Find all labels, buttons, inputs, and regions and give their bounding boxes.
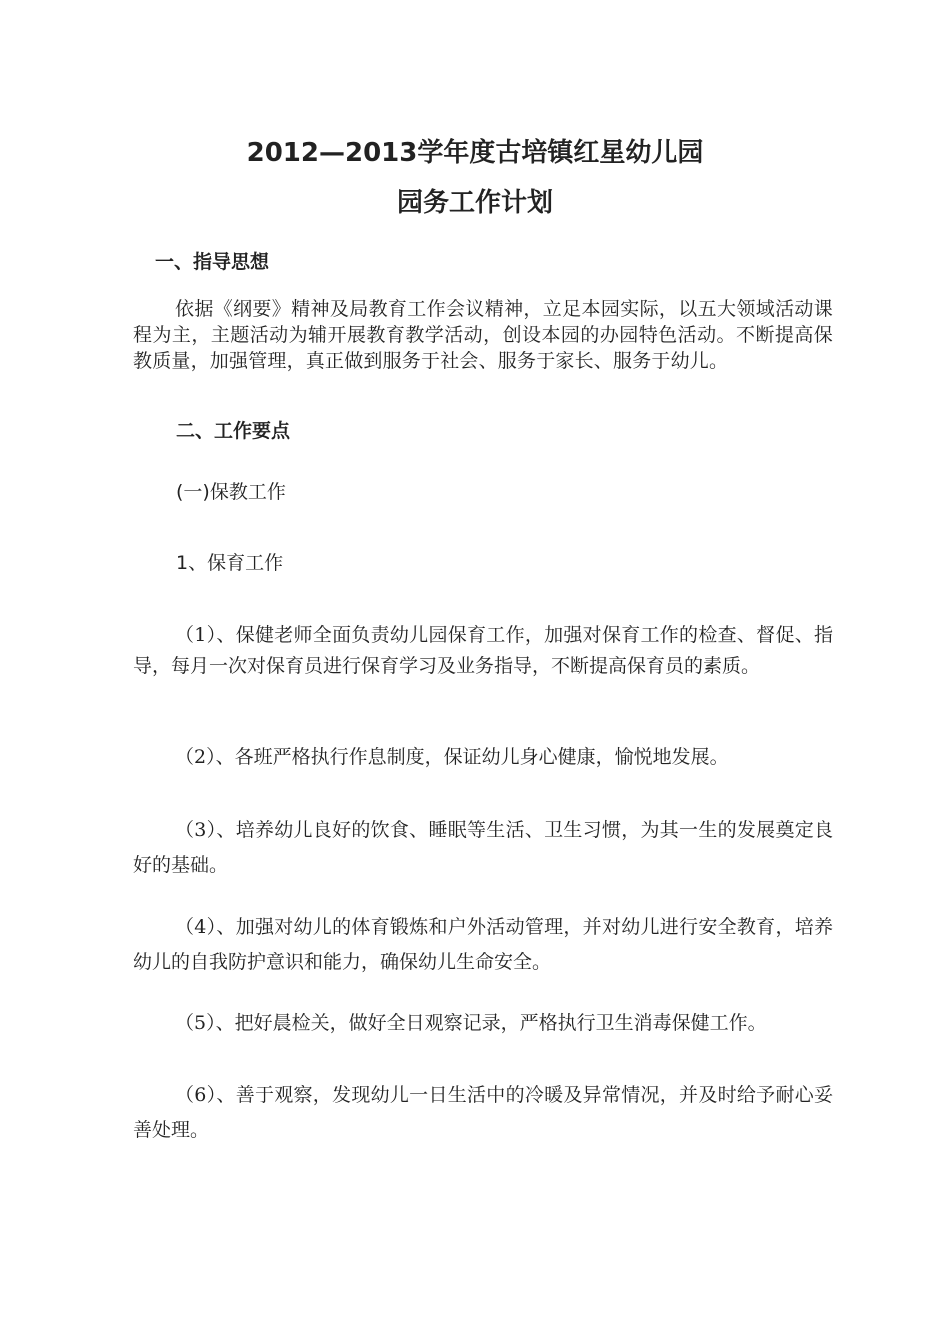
section-heading-guidance: 一、指导思想 [155, 251, 270, 273]
subsection-heading: (一)保教工作 [176, 481, 286, 503]
list-item: （2）、各班严格执行作息制度，保证幼儿身心健康，愉悦地发展。 [175, 746, 729, 768]
subitem-heading: 1、保育工作 [176, 552, 284, 574]
document-title: 2012—2013学年度古培镇红星幼儿园 [246, 138, 704, 168]
list-item: （6）、善于观察，发现幼儿一日生活中的冷暖及异常情况，并及时给予耐心妥善处理。 [133, 1084, 833, 1141]
list-item: （1）、保健老师全面负责幼儿园保育工作，加强对保育工作的检查、督促、指导，每月一次对保育员进行保育学习及业务指导，不断提高保育员的素质。 [133, 624, 833, 677]
document-subtitle: 园务工作计划 [396, 188, 553, 218]
section-heading-work-points: 二、工作要点 [176, 420, 291, 442]
list-item: （5）、把好晨检关，做好全日观察记录，严格执行卫生消毒保健工作。 [175, 1012, 767, 1034]
guidance-paragraph: 依据《纲要》精神及局教育工作会议精神，立足本园实际，以五大领域活动课程为主，主题活动为辅开展教育教学活动，创设本园的办园特色活动。不断提高保教质量，加强管理，真正做到服务于社会、服务于家长、服务于幼儿。 [133, 298, 833, 372]
list-item: （3）、培养幼儿良好的饮食、睡眠等生活、卫生习惯，为其一生的发展奠定良好的基础。 [133, 819, 833, 876]
list-item: （4）、加强对幼儿的体育锻炼和户外活动管理，并对幼儿进行安全教育，培养幼儿的自我防护意识和能力，确保幼儿生命安全。 [133, 916, 833, 973]
